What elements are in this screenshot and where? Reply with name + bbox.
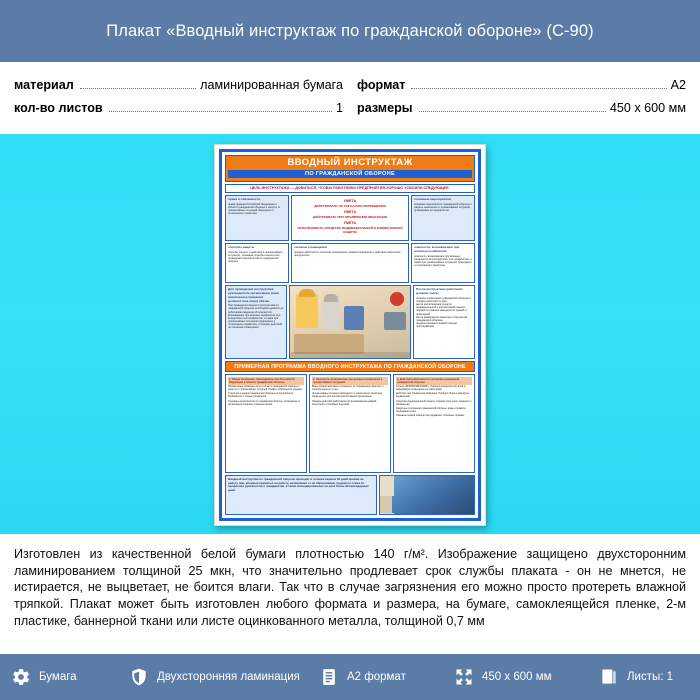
poster-program-column-2	[309, 374, 391, 473]
poster-bottom-note: Вводный инструктаж по гражданской обороне проводят в течение первых 30 дней приёма на работу лиц, впервые принятых на работу, независимо от их образования, трудового стажа по профессии (должности) и гражданства, а также командированных на срок более 30 календарных дней	[225, 475, 377, 515]
poster-block-knowledge-item-2: места расположения средств индивидуальной и коллективной защиты	[416, 303, 466, 310]
poster-program-col3-row1: Сигнал «ВНИМАНИЕ ВСЕМ!». Порядок доведения сигналов и информации оповещения до работников.	[396, 385, 466, 392]
spec-row-sheets	[14, 101, 343, 115]
product-description: Изготовлен из качественной белой бумаги плотностью 140 г/м². Изображение защищено двухсторонним ламинированием толщиной 25 мкн, что значительно продлевает срок службы плаката - он не мнется, не истирается, не выцветает, не боится влаги. Так что в случае загрязнения его можно просто протереть влажной тряпкой. Плакат может быть изготовлен любого формата и размера, на бумаге, самоклеящейся пленке, 2-м пластике, баннерной ткани или листе оцинкованного металла, толщиной 0,7 мм	[14, 547, 686, 628]
poster-red-5: УМЕТЬ	[343, 221, 357, 226]
specs-right-column	[357, 78, 686, 124]
poster-program-col3-row4: Защитные сооружения гражданской обороны: виды и правила пребывания в них.	[396, 406, 466, 413]
spec-value-sheets: 1	[335, 101, 343, 115]
poster-bottom-row	[225, 475, 475, 515]
poster-red-2: ДЕЙСТВОВАТЬ ПО СИГНАЛАМ ОПОВЕЩЕНИЯ	[314, 204, 386, 209]
poster-cell-dangers	[411, 243, 475, 283]
poster-red-1: УМЕТЬ	[343, 199, 357, 204]
poster-program-col3-header: 3. Действия работников по сигналам оповещения гражданской обороны	[396, 377, 472, 385]
poster-program-col2-row2: Чрезвычайные ситуации природного и техногенного характера, характерные для региона расположения организации.	[312, 392, 383, 399]
spec-key-size: размеры	[357, 101, 413, 115]
poster-program-col3-row3: Средства индивидуальной защиты: порядок получения, хранения и применения.	[396, 399, 472, 406]
spec-value-size: 450 x 600 мм	[609, 101, 686, 115]
poster-goal: ЦЕЛЬ ИНСТРУКТАЖА — ДОБИТЬСЯ, ЧТОБЫ РАБОТНИКИ ПРЕДПРИЯТИЯ ХОРОШО УСВОИЛИ СЛЕДУЮЩЕЕ:	[225, 184, 475, 193]
poster-title-block	[225, 155, 475, 182]
poster-row-mid-cells	[225, 243, 475, 283]
poster-image[interactable]	[214, 144, 486, 526]
poster-program-col2-row1: Виды оружия массового поражения, их поражающие факторы и способы защиты от них.	[312, 385, 384, 392]
poster-photo-briefing	[379, 475, 475, 515]
spec-key-material: материал	[14, 78, 74, 92]
poster-red-3: УМЕТЬ	[343, 210, 357, 215]
poster-center-red-block	[291, 195, 409, 241]
spec-dots	[109, 111, 332, 112]
footer-item-lamination	[128, 666, 318, 688]
poster-block-leader-text: При проведении вводного инструктажа по гражданской обороне необходимо довести до работников сведения об опасностях, возникающих при военных конфликтах или вследствие этих конфликтов, а также при чрезвычайных ситуациях природного и техногенного характера, и порядке действий по сигналам оповещения.	[228, 304, 284, 330]
poster-program-column-3	[393, 374, 475, 473]
poster-program-col3-row5: Оказание первой помощи пострадавшим. Основные приёмы.	[396, 414, 465, 418]
poster-cell-rights-heading: права и обязанности	[228, 197, 261, 202]
footer-label-sheets: Листы: 1	[627, 671, 674, 683]
poster-cell-measures-text: основные мероприятия гражданской обороны и защиты населения от чрезвычайных ситуаций, проводимые на предприятии	[414, 202, 472, 213]
poster-program-column-1	[225, 374, 307, 473]
poster-program-col1-row1: Нормативные правовые акты в области гражданской обороны и защиты от чрезвычайных ситуаций. Права и обязанности граждан.	[228, 385, 303, 392]
poster-block-knowledge-item-4: места размещения защитных сооружений гражданской обороны	[416, 315, 467, 322]
specs-section	[0, 62, 700, 134]
poster-cell-dangers-heading: опасности, возникающие при военных конфликтах	[414, 245, 460, 253]
poster-content	[219, 149, 481, 521]
footer-item-dimensions	[453, 666, 598, 688]
poster-row-illustration	[225, 285, 475, 359]
footer-label-paper: Бумага	[39, 671, 77, 683]
spec-value-format: А2	[670, 78, 686, 92]
footer-label-dimensions: 450 x 600 мм	[482, 671, 552, 683]
poster-title-line2: ПО ГРАЖДАНСКОЙ ОБОРОНЕ	[228, 170, 472, 178]
poster-cell-measures-heading: основные мероприятия	[414, 197, 451, 202]
poster-block-knowledge-item-3: порядок и правила эвакуации из зданий и помещений	[416, 309, 467, 316]
spec-key-sheets: кол-во листов	[14, 101, 103, 115]
spec-dots	[411, 88, 666, 89]
spec-dots	[419, 111, 606, 112]
layers-icon	[598, 666, 620, 688]
poster-block-knowledge-heading: После инструктажа работники должны знать:	[416, 287, 463, 295]
poster-block-leader-heading: Для проведения инструктажа руководитель организации (иное назначенное приказом должностное лицо) обязан	[228, 287, 280, 303]
poster-program-col2-header: 2. Опасности, возникающие при военных конфликтах и чрезвычайных ситуациях	[312, 377, 388, 385]
poster-program-col3-row2: Действия при объявлении эвакуации. Порядок сбора и маршруты выдвижения.	[396, 392, 470, 399]
poster-cell-signals-heading: сигналы оповещения	[294, 245, 328, 250]
poster-block-knowledge-item-5: порядок оказания первой помощи пострадавшим	[416, 322, 458, 329]
poster-program-table	[225, 374, 475, 473]
poster-cell-protection	[225, 243, 289, 283]
poster-program-col1-row2: Структура и задачи гражданской обороны на предприятии. Руководство и органы управления.	[228, 392, 294, 399]
footer-label-format: А2 формат	[347, 671, 406, 683]
poster-cell-measures	[411, 195, 475, 241]
spec-row-format	[357, 78, 686, 92]
page-header	[0, 0, 700, 62]
gear-icon	[10, 666, 32, 688]
spec-value-material: ламинированная бумага	[200, 78, 343, 92]
footer-item-sheets	[598, 666, 687, 688]
poster-program-col1-header: 1. Общие положения. Законодательство Российской Федерации в области гражданской обороны	[228, 377, 304, 385]
poster-row-top	[225, 195, 475, 241]
poster-preview-area	[0, 134, 700, 534]
poster-block-knowledge-item-1: сигналы оповещения гражданской обороны и порядок действий по ним	[416, 296, 472, 303]
footer-bar	[0, 654, 700, 700]
poster-title-line1: ВВОДНЫЙ ИНСТРУКТАЖ	[287, 157, 413, 168]
poster-cell-signals-text: порядок действий по сигналам оповещения, правила поведения и действия работников предприятия	[294, 250, 401, 258]
footer-label-lamination: Двухсторонняя ламинация	[157, 671, 300, 683]
spec-row-material	[14, 78, 343, 92]
poster-right-stack	[411, 243, 475, 283]
poster-program-heading: ПРИМЕРНАЯ ПРОГРАММА ВВОДНОГО ИНСТРУКТАЖА ПО ГРАЖДАНСКОЙ ОБОРОНЕ	[225, 361, 475, 372]
resize-icon	[453, 666, 475, 688]
poster-program-col2-row3: Порядок действий работников при возникновении аварий, катастроф и стихийных бедствий.	[312, 399, 377, 406]
poster-cell-protection-heading: способы защиты	[228, 245, 255, 250]
poster-cell-signals	[291, 243, 409, 283]
poster-red-4: ДЕЙСТВОВАТЬ ПРИ ОБЪЯВЛЕНИИ ЭВАКУАЦИИ	[313, 215, 387, 220]
poster-photo-equipment	[289, 285, 411, 359]
poster-block-leader	[225, 285, 287, 359]
spec-dots	[80, 88, 196, 89]
shield-icon	[128, 666, 150, 688]
footer-item-format	[318, 666, 453, 688]
poster-cell-rights-text: права граждан Российской Федерации в области гражданской обороны и защиты от чрезвычайных ситуаций природного и техногенного характера	[228, 202, 281, 216]
poster-block-knowledge	[413, 285, 475, 359]
page-title: Плакат «Вводный инструктаж по гражданской обороне» (С-90)	[106, 21, 594, 40]
spec-row-size	[357, 101, 686, 115]
poster-red-6: ИСПОЛЬЗОВАТЬ СРЕДСТВА ИНДИВИДУАЛЬНОЙ И КОЛЛЕКТИВНОЙ ЗАЩИТЫ	[297, 226, 403, 235]
specs-left-column	[14, 78, 343, 124]
poster-cell-dangers-text: опасности, возникающие при военных конфликтах или вследствие этих конфликтов, а также при чрезвычайных ситуациях природного и техногенного характера	[414, 254, 472, 268]
footer-item-paper	[10, 666, 128, 688]
poster-cell-rights	[225, 195, 289, 241]
poster-left-stack	[225, 243, 289, 283]
poster-cell-protection-text: способы защиты и действия в чрезвычайных ситуациях, основные способы защиты при проведении мероприятий по гражданской обороне	[228, 250, 283, 264]
poster-program-col1-row3: Основные мероприятия по гражданской обороне, проводимые в организации в мирное и военное время.	[228, 399, 300, 406]
spec-key-format: формат	[357, 78, 406, 92]
document-icon	[318, 666, 340, 688]
